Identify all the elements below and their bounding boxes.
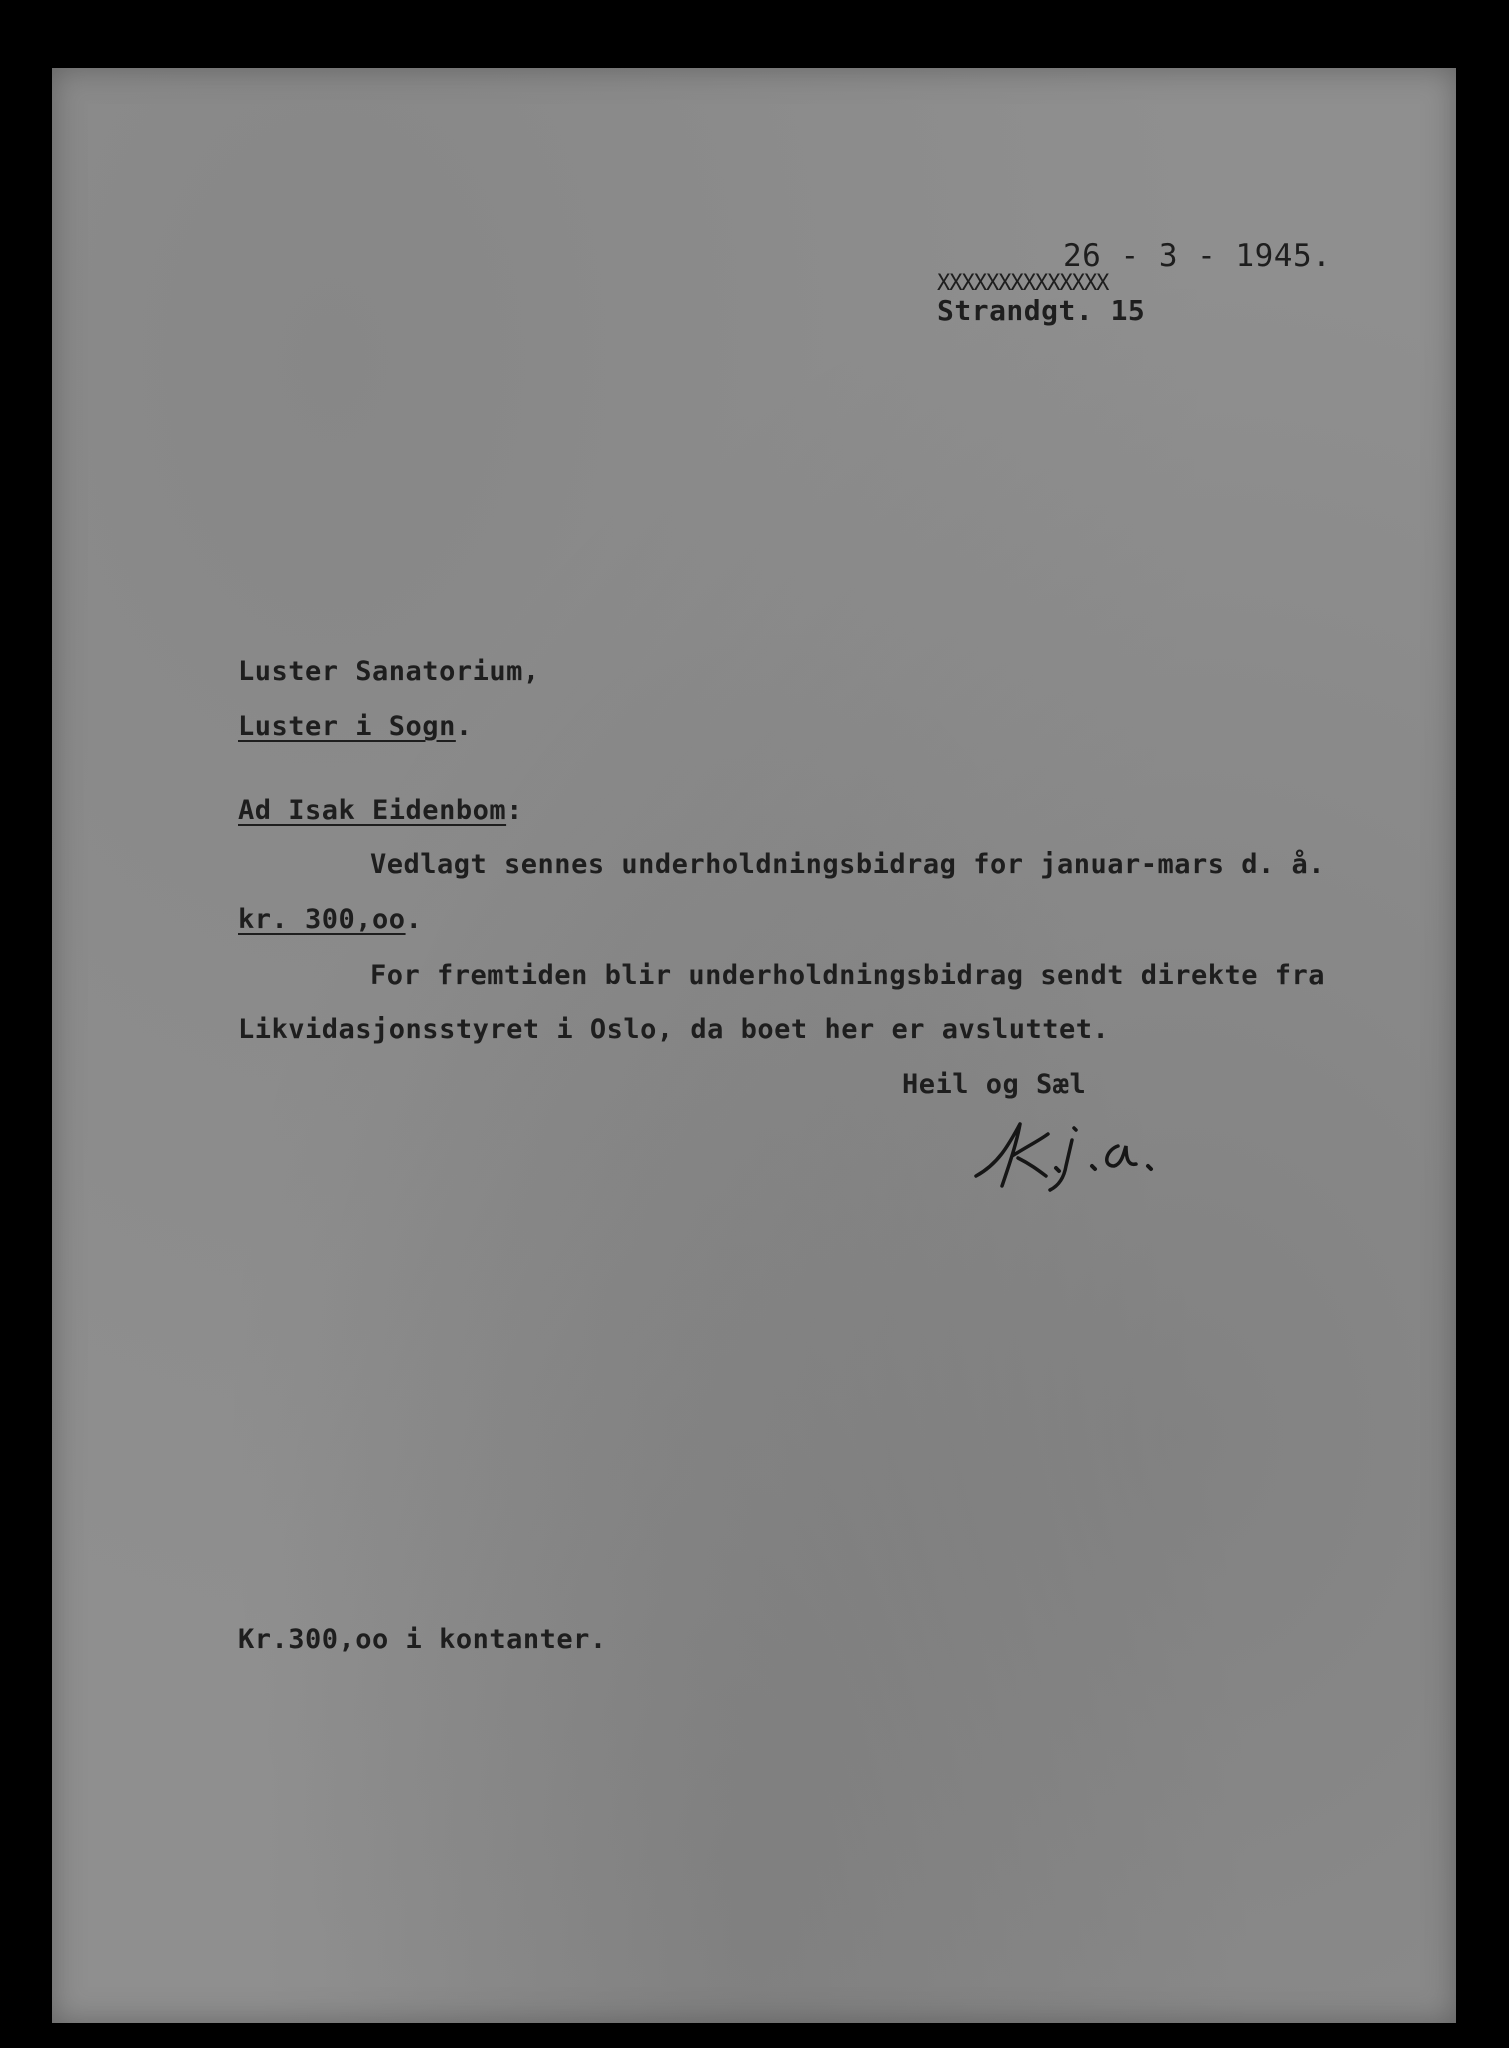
subject-punct: : (506, 795, 523, 826)
amount-line (238, 904, 422, 936)
struck-out-line: XXXXXXXXXXXXXX (937, 271, 1109, 296)
recipient-place-punct: . (455, 711, 473, 742)
recipient-name: Luster Sanatorium, (238, 656, 540, 687)
subject-line (238, 795, 523, 827)
handwritten-signature (968, 1106, 1178, 1194)
recipient-place (238, 711, 473, 743)
subject-text: Ad Isak Eidenbom (238, 795, 507, 826)
recipient-place-text: Luster i Sogn (238, 711, 456, 742)
letter-date: 26 - 3 - 1945. (1063, 238, 1332, 274)
body-paragraph-1: Vedlagt sennes underholdningsbidrag for januar-mars d. å. (370, 849, 1326, 880)
body-paragraph-2-line-1: For fremtiden blir underholdningsbidrag sendt direkte fra (370, 960, 1326, 991)
closing-salutation: Heil og Sæl (902, 1069, 1087, 1100)
sender-street: Strandgt. 15 (937, 294, 1146, 327)
enclosure-note: Kr.300,oo i kontanter. (238, 1624, 607, 1655)
amount-text: kr. 300,oo (238, 904, 406, 935)
amount-punct: . (405, 904, 423, 935)
body-paragraph-2-line-2: Likvidasjonsstyret i Oslo, da boet her er avsluttet. (238, 1014, 1110, 1045)
